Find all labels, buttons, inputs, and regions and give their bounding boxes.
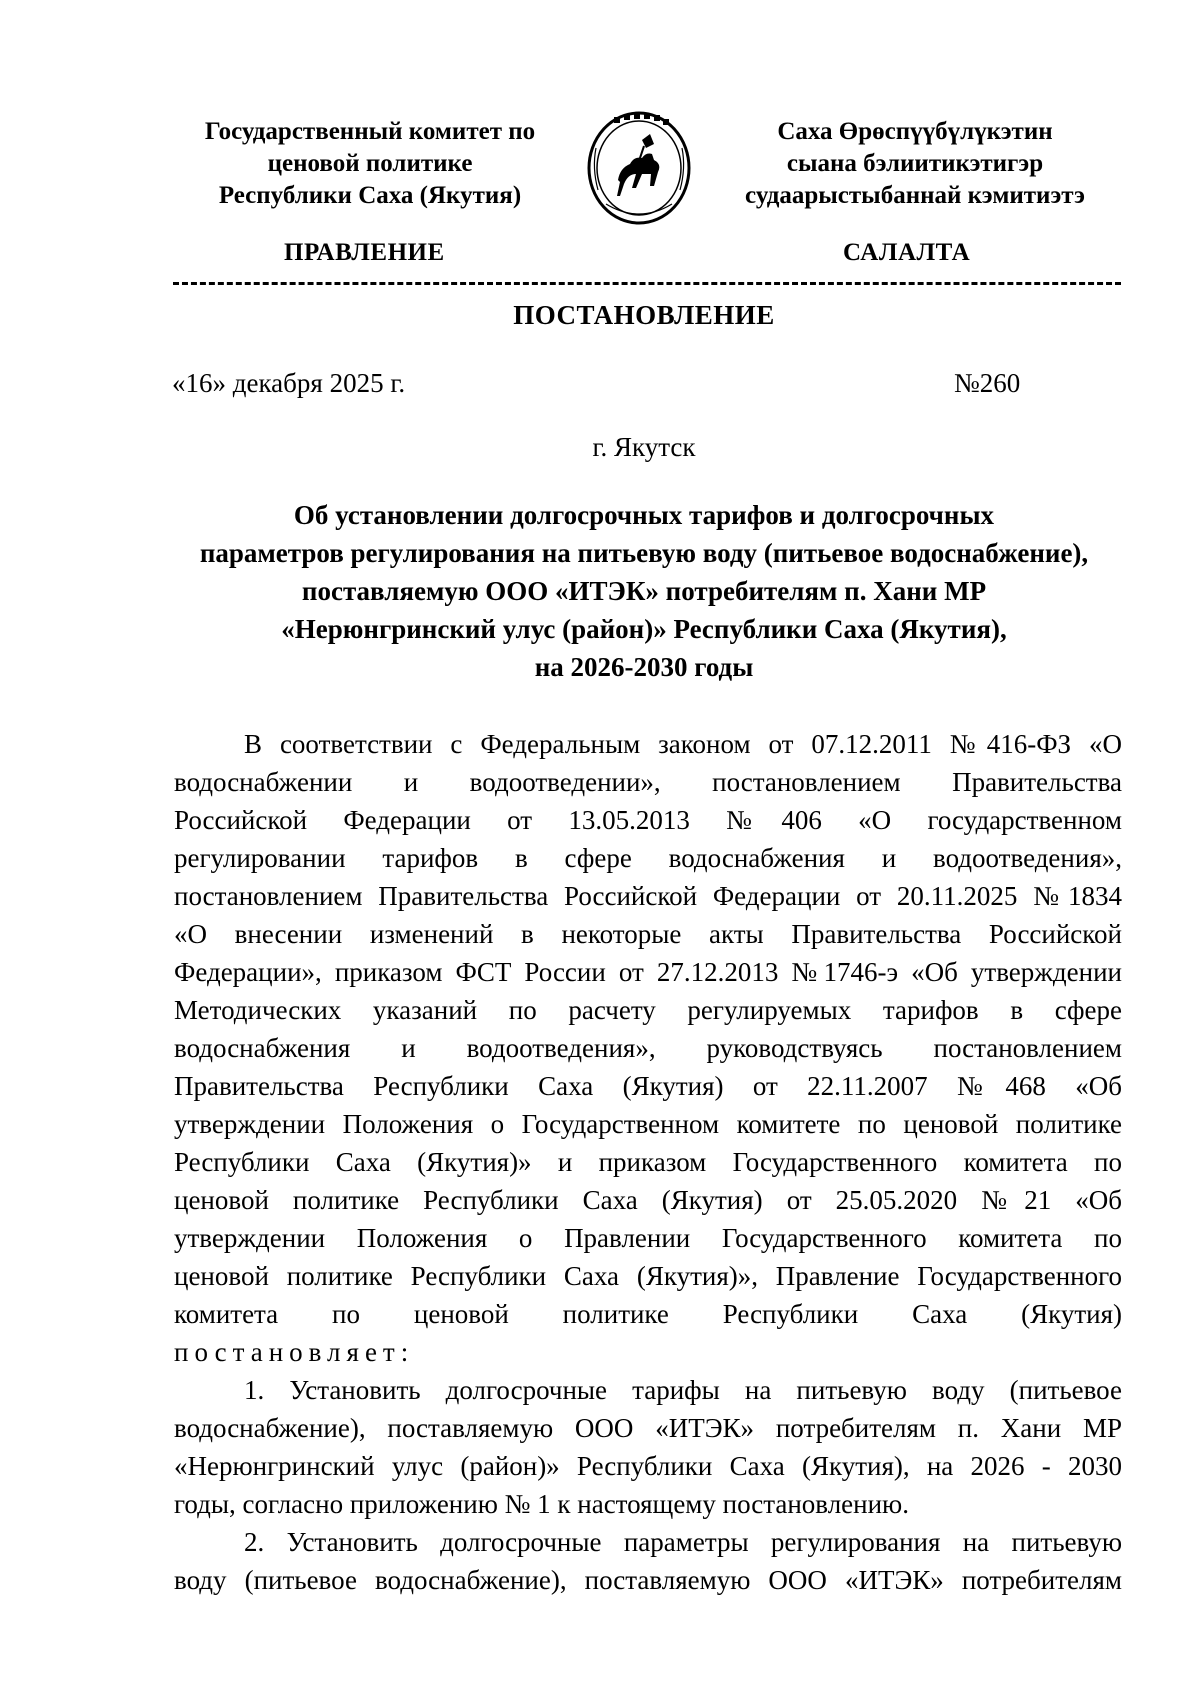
body-line: Республики Саха (Якутия)» и приказом Государственного комитета по xyxy=(174,1147,1122,1177)
body-line: 2. Установить долгосрочные параметры регулирования на питьевую xyxy=(244,1527,1122,1557)
body-line: ценовой политике Республики Саха (Якутия)», Правление Государственного xyxy=(174,1261,1122,1291)
header-left-line: ценовой политике xyxy=(267,150,473,177)
heading-line: «Нерюнгринский улус (район)» Республики Саха (Якутия), xyxy=(281,614,1007,644)
header-left-line: Государственный комитет по xyxy=(204,118,536,145)
document-date: «16» декабря 2025 г. xyxy=(172,368,406,398)
heading-line: поставляемую ООО «ИТЭК» потребителям п. Хани МР xyxy=(301,576,987,606)
body-line: Российской Федерации от 13.05.2013 №406 «О государственном xyxy=(174,805,1122,835)
body-line: водоснабжении и водоотведении», постановлением Правительства xyxy=(174,767,1122,797)
body-line: постановлением Правительства Российской Федерации от 20.11.2025 №1834 xyxy=(174,881,1122,911)
body-line: 1. Установить долгосрочные тарифы на питьевую воду (питьевое xyxy=(244,1375,1122,1405)
document-heading xyxy=(160,496,1128,686)
header-right-line: судаарыстыбаннай кэмитиэтэ xyxy=(745,182,1085,209)
coat-of-arms-icon xyxy=(584,108,694,226)
header-right-line: сыана бэлиитикэтигэр xyxy=(786,150,1044,177)
body-line: водоснабжения и водоотведения», руководствуясь постановлением xyxy=(174,1033,1122,1063)
body-line: В соответствии с Федеральным законом от 07.12.2011 №416-ФЗ «О xyxy=(244,729,1122,759)
body-line: «О внесении изменений в некоторые акты Правительства Российской xyxy=(174,919,1122,949)
body-line: комитета по ценовой политике Республики Саха (Якутия) xyxy=(174,1299,1122,1329)
dashed-divider xyxy=(173,282,1121,285)
document-city: г. Якутск xyxy=(592,432,696,462)
heading-line: на 2026-2030 годы xyxy=(534,652,754,682)
header-left-line: Республики Саха (Якутия) xyxy=(218,182,522,209)
heading-line: Об установлении долгосрочных тарифов и долгосрочных xyxy=(293,500,995,530)
board-label-ru: ПРАВЛЕНИЕ xyxy=(284,239,445,266)
body-line: «Нерюнгринский улус (район)» Республики Саха (Якутия), на 2026 - 2030 xyxy=(174,1451,1122,1481)
document-number: №260 xyxy=(954,368,1021,398)
heading-line: параметров регулирования на питьевую воду (питьевое водоснабжение), xyxy=(199,538,1089,568)
document-body xyxy=(174,725,1122,1599)
body-line-resolves: постановляет: xyxy=(174,1337,415,1367)
body-line: водоснабжение), поставляемую ООО «ИТЭК» потребителям п. Хани МР xyxy=(174,1413,1122,1443)
body-line: ценовой политике Республики Саха (Якутия) от 25.05.2020 №21 «Об xyxy=(174,1185,1122,1215)
body-line: воду (питьевое водоснабжение), поставляемую ООО «ИТЭК» потребителям xyxy=(174,1565,1122,1595)
header-left-org xyxy=(160,116,580,212)
board-label-sakha: САЛАЛТА xyxy=(843,239,971,266)
body-line: утверждении Положения о Государственном комитете по ценовой политике xyxy=(174,1109,1122,1139)
body-line: Правительства Республики Саха (Якутия) от 22.11.2007 №468 «Об xyxy=(174,1071,1122,1101)
body-line: утверждении Положения о Правлении Государственного комитета по xyxy=(174,1223,1122,1253)
body-line: регулировании тарифов в сфере водоснабжения и водоотведения», xyxy=(174,843,1122,873)
body-line: годы, согласно приложению № 1 к настоящему постановлению. xyxy=(174,1489,909,1519)
body-line: Методических указаний по расчету регулируемых тарифов в сфере xyxy=(174,995,1122,1025)
body-line: Федерации», приказом ФСТ России от 27.12.2013 №1746-э «Об утверждении xyxy=(174,957,1122,987)
header-right-org xyxy=(705,116,1125,212)
document-type-title: ПОСТАНОВЛЕНИЕ xyxy=(513,300,775,330)
header-right-line: Саха Өрөспүүбүлүкэтин xyxy=(777,118,1053,145)
